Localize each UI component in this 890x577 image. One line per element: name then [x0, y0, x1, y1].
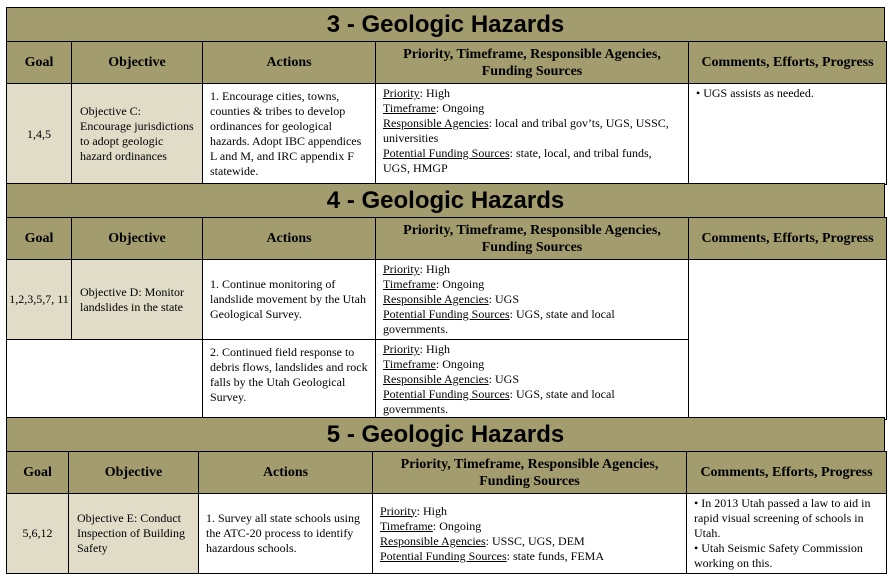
- action-cell: 1. Continue monitoring of landslide movement by the Utah Geological Survey.: [203, 260, 376, 340]
- funding-value: state funds, FEMA: [513, 548, 605, 563]
- empty-cell: [7, 340, 203, 420]
- priority-label: Priority: [383, 86, 420, 100]
- priority-value: High: [423, 503, 448, 518]
- timeframe-label: Timeframe: [380, 518, 433, 533]
- comment-item: • In 2013 Utah passed a law to aid in rapid visual screening of schools in Utah.: [694, 496, 871, 540]
- priority-value: High: [426, 342, 451, 356]
- funding-label: Potential Funding Sources: [380, 548, 507, 563]
- comments-header: Comments, Efforts, Progress: [689, 218, 887, 260]
- section-3: [6, 7, 885, 183]
- priority-header: Priority, Timeframe, Responsible Agencies, Funding Sources: [373, 452, 687, 494]
- comment-item: • Utah Seismic Safety Commission working on this.: [694, 541, 863, 570]
- objective-header: Objective: [69, 452, 199, 494]
- section-4: [6, 183, 885, 417]
- agencies-value: UGS: [495, 292, 520, 306]
- actions-header: Actions: [203, 42, 376, 84]
- funding-label: Potential Funding Sources: [383, 307, 510, 321]
- comments-cell: [689, 260, 887, 420]
- objective-cell: Objective D: Monitor landslides in the state: [72, 260, 203, 340]
- section-title: 5 - Geologic Hazards: [6, 417, 885, 452]
- comments-cell: [687, 494, 887, 574]
- comments-header: Comments, Efforts, Progress: [687, 452, 887, 494]
- goal-header: Goal: [7, 218, 72, 260]
- priority-header: Priority, Timeframe, Responsible Agencies, Funding Sources: [376, 218, 689, 260]
- goal-cell: 1,2,3,5,7, 11: [7, 260, 72, 340]
- goal-header: Goal: [7, 42, 72, 84]
- priority-cell: Priority: High Timeframe: Ongoing Responsible Agencies: UGS Potential Funding Sources: UGS, state and local governments.: [376, 260, 689, 340]
- agencies-value: local and tribal gov’ts, UGS, USSC, universities: [383, 116, 669, 145]
- objective-header: Objective: [72, 218, 203, 260]
- actions-header: Actions: [199, 452, 373, 494]
- action-cell: 2. Continued field response to debris flows, landslides and rock falls by the Utah Geological Survey.: [203, 340, 376, 420]
- comments-header: Comments, Efforts, Progress: [689, 42, 887, 84]
- goal-cell: 1,4,5: [7, 84, 72, 185]
- priority-value: High: [426, 262, 451, 276]
- timeframe-label: Timeframe: [383, 357, 436, 371]
- priority-label: Priority: [383, 262, 420, 276]
- priority-header: Priority, Timeframe, Responsible Agencies, Funding Sources: [376, 42, 689, 84]
- priority-label: Priority: [380, 503, 417, 518]
- priority-value: High: [426, 86, 451, 100]
- funding-label: Potential Funding Sources: [383, 387, 510, 401]
- timeframe-value: Ongoing: [442, 277, 485, 291]
- priority-cell: Priority: High Timeframe: Ongoing Responsible Agencies: UGS Potential Funding Sources: UGS, state and local governments.: [376, 340, 689, 420]
- section-5: [6, 417, 885, 573]
- timeframe-value: Ongoing: [439, 518, 482, 533]
- objective-header: Objective: [72, 42, 203, 84]
- agencies-label: Responsible Agencies: [383, 292, 489, 306]
- priority-label: Priority: [383, 342, 420, 356]
- agencies-value: UGS: [495, 372, 520, 386]
- action-cell: 1. Encourage cities, towns, counties & tribes to develop ordinances for geological hazards. Adopt IBC appendices L and M, and IRC appendix F statewide.: [203, 84, 376, 185]
- timeframe-value: Ongoing: [442, 101, 485, 115]
- priority-cell: Priority: High Timeframe: Ongoing Responsible Agencies: local and tribal gov’ts, UGS, USSC, universities Potential Funding Sources: state, local, and tribal funds, UGS, HMGP: [376, 84, 689, 185]
- section-title: 3 - Geologic Hazards: [6, 7, 885, 42]
- funding-value: state, local, and tribal funds, UGS, HMGP: [383, 146, 652, 175]
- goal-header: Goal: [7, 452, 69, 494]
- timeframe-label: Timeframe: [383, 101, 436, 115]
- objective-cell: Objective C: Encourage jurisdictions to adopt geologic hazard ordinances: [72, 84, 203, 185]
- comments-cell: [689, 84, 887, 185]
- goal-cell: 5,6,12: [7, 494, 69, 574]
- funding-value: UGS, state and local governments.: [383, 387, 615, 416]
- agencies-label: Responsible Agencies: [380, 533, 486, 548]
- hazard-table: [6, 41, 887, 185]
- hazard-table: [6, 451, 887, 574]
- priority-cell: Priority: High Timeframe: Ongoing Responsible Agencies: USSC, UGS, DEM Potential Funding Sources: state funds, FEMA: [373, 494, 687, 574]
- hazard-table: [6, 217, 887, 420]
- agencies-label: Responsible Agencies: [383, 372, 489, 386]
- actions-header: Actions: [203, 218, 376, 260]
- timeframe-value: Ongoing: [442, 357, 485, 371]
- agencies-label: Responsible Agencies: [383, 116, 489, 130]
- agencies-value: USSC, UGS, DEM: [492, 533, 585, 548]
- funding-label: Potential Funding Sources: [383, 146, 510, 160]
- objective-cell: Objective E: Conduct Inspection of Building Safety: [69, 494, 199, 574]
- action-cell: 1. Survey all state schools using the ATC-20 process to identify hazardous schools.: [199, 494, 373, 574]
- comment-item: • UGS assists as needed.: [696, 86, 814, 100]
- section-title: 4 - Geologic Hazards: [6, 183, 885, 218]
- timeframe-label: Timeframe: [383, 277, 436, 291]
- funding-value: UGS, state and local governments.: [383, 307, 615, 336]
